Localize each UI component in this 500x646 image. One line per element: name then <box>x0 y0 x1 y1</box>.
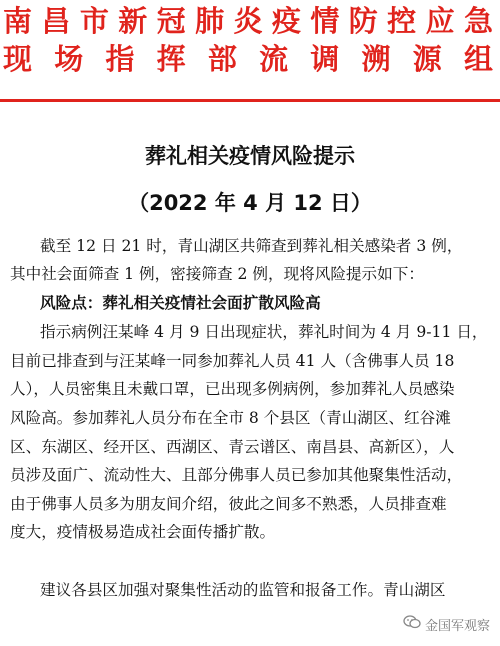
paragraph-2-line-8: 度大，疫情极易造成社会面传播扩散。 <box>10 523 276 541</box>
paragraph-2-line-2: 目前已排查到与汪某峰一同参加葬礼人员 41 人（含佛事人员 18 <box>10 352 455 370</box>
header-line-2 <box>0 42 500 76</box>
paragraph-2-line-6: 员涉及面广、流动性大、且部分佛事人员已参加其他聚集性活动， <box>10 466 463 484</box>
header-line-1-text: 南昌市新冠肺炎疫情防控应急 <box>3 4 493 38</box>
header-line-1 <box>0 4 500 38</box>
paragraph-1-line-1: 截至 12 日 21 时，青山湖区共筛查到葬礼相关感染者 3 例， <box>40 237 463 255</box>
watermark-text: 金国军观察 <box>424 618 490 634</box>
document-title: 葬礼相关疫情风险提示 <box>145 144 355 168</box>
paragraph-2-line-3: 人），人员密集且未戴口罩，已出现多例病例，参加葬礼人员感染 <box>10 380 455 398</box>
document-date: （2022 年 4 月 12 日） <box>128 191 372 215</box>
header-line-2-text: 现场指挥部流调溯源组 <box>3 42 493 76</box>
paragraph-1-line-2: 其中社会面筛查 1 例，密接筛查 2 例，现将风险提示如下： <box>10 265 424 283</box>
header-red-rule <box>0 99 500 102</box>
paragraph-3-line-1: 建议各县区加强对聚集性活动的监管和报备工作。青山湖区 <box>40 581 446 599</box>
watermark <box>403 613 490 635</box>
paragraph-2-line-5: 区、东湖区、经开区、西湖区、青云谱区、南昌县、高新区），人 <box>10 438 455 456</box>
risk-heading: 风险点：葬礼相关疫情社会面扩散风险高 <box>40 294 321 312</box>
paragraph-2-line-1: 指示病例汪某峰 4 月 9 日出现症状，葬礼时间为 4 月 9-11 日， <box>40 323 488 341</box>
wechat-icon <box>403 615 421 633</box>
paragraph-2-line-4: 风险高。参加葬礼人员分布在全市 8 个县区（青山湖区、红谷滩 <box>10 409 451 427</box>
paragraph-2-line-7: 由于佛事人员多为朋友间介绍，彼此之间多不熟悉，人员排查难 <box>10 495 447 513</box>
